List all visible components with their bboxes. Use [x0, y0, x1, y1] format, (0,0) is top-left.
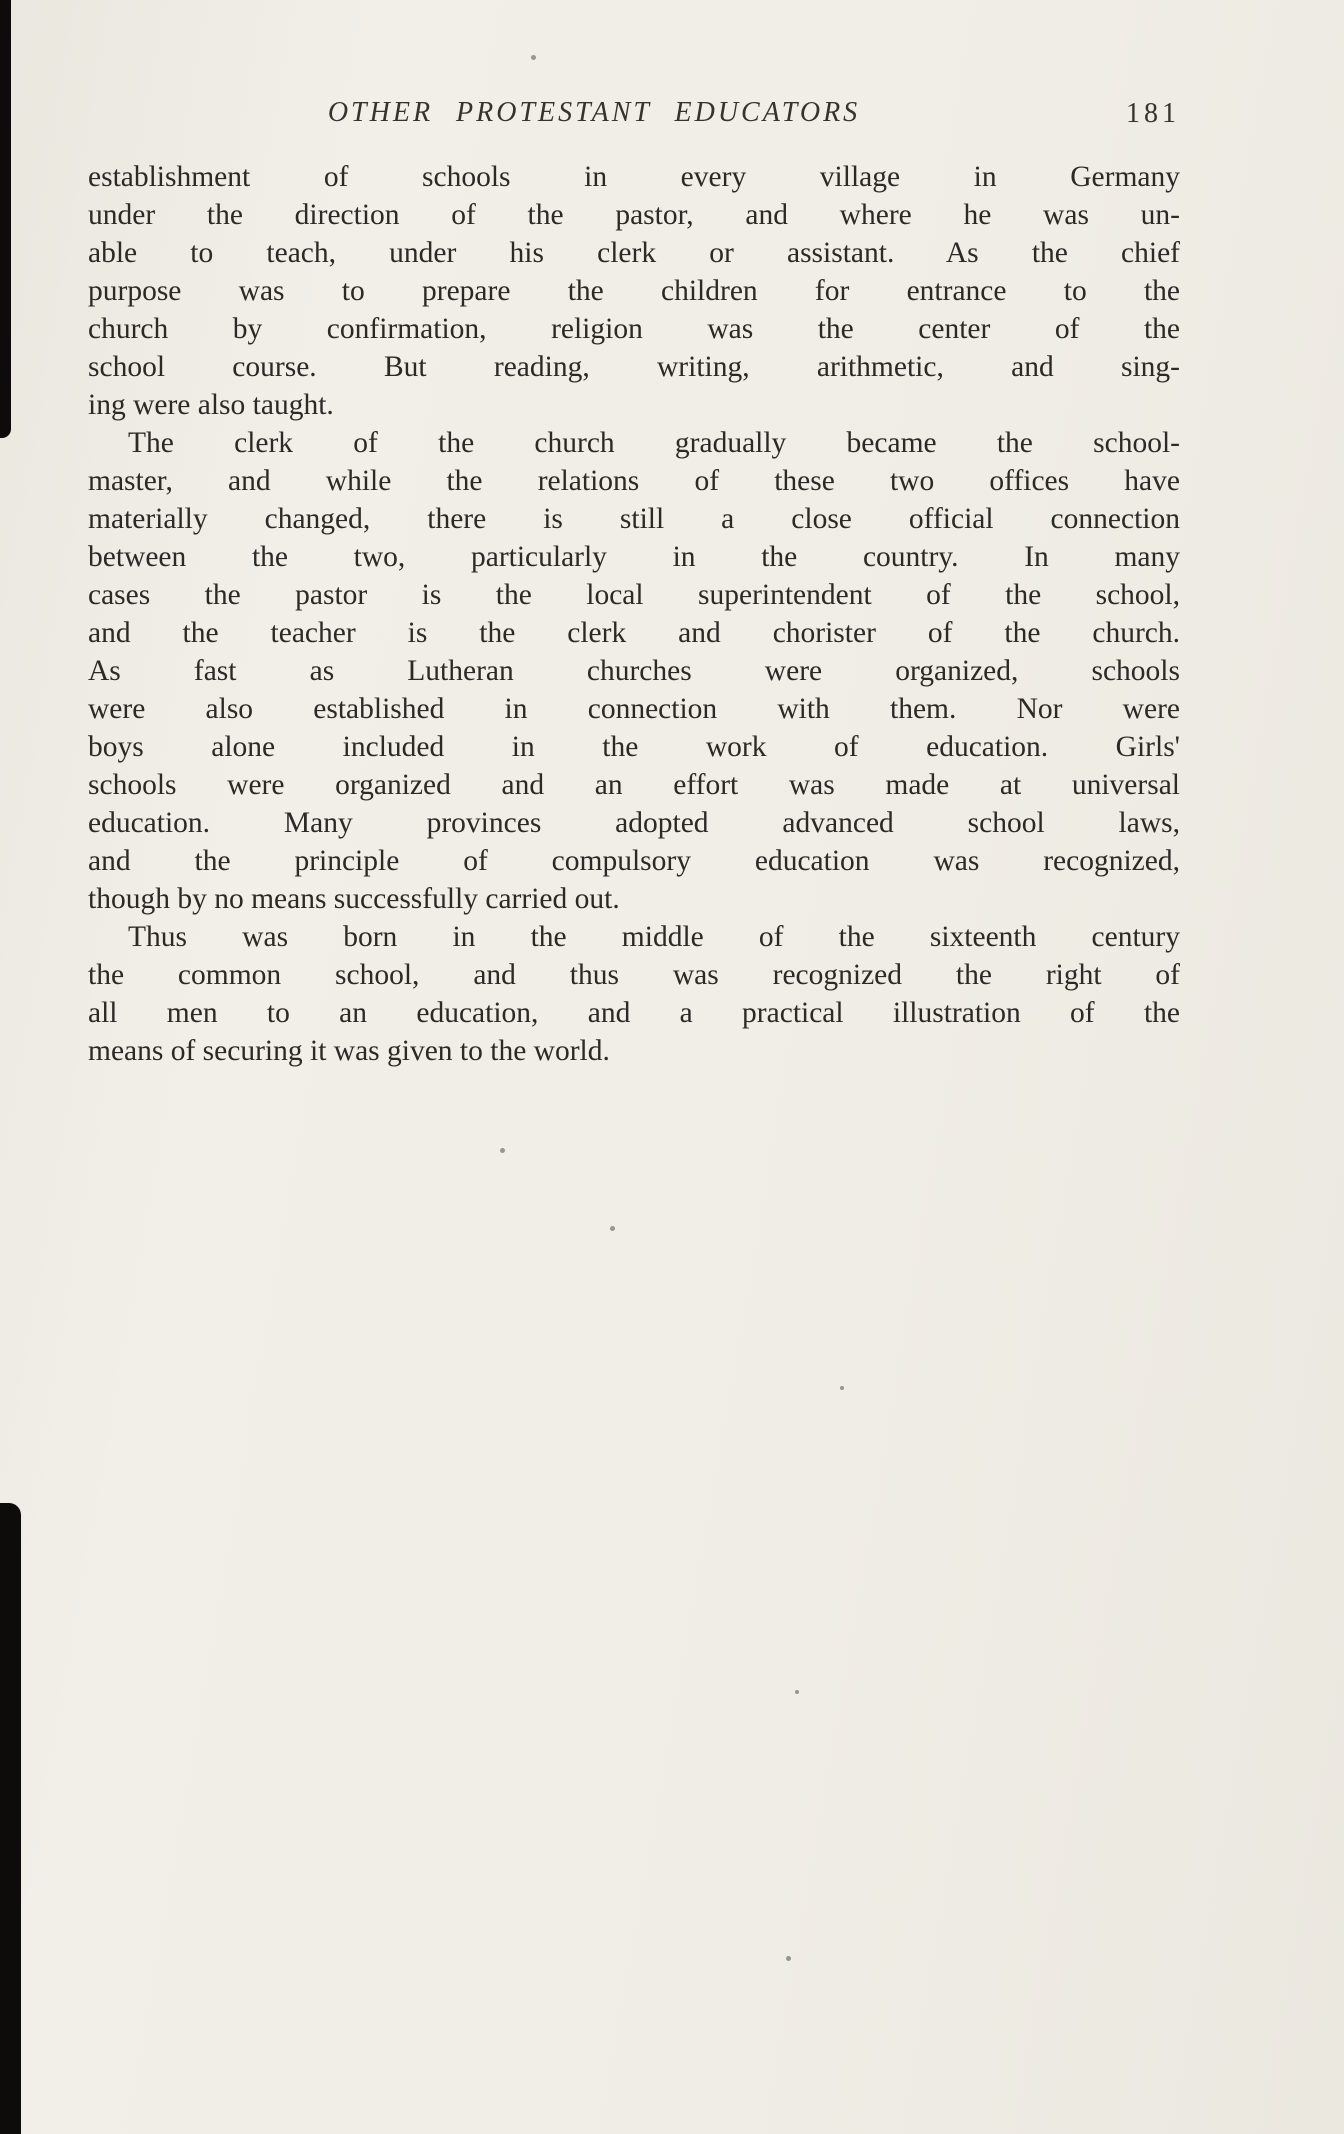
text-line: school course. But reading, writing, arithmetic, and sing-	[88, 351, 1180, 383]
paragraph	[88, 158, 1180, 424]
page-number: 181	[1126, 98, 1180, 129]
text-line: Thus was born in the middle of the sixteenth century	[128, 921, 1180, 953]
text-line: the common school, and thus was recognized the right of	[88, 959, 1180, 991]
text-line: The clerk of the church gradually became the school-	[128, 427, 1180, 459]
text-line: cases the pastor is the local superintendent of the school,	[88, 579, 1180, 611]
text-line: education. Many provinces adopted advanced school laws,	[88, 807, 1180, 839]
text-line: under the direction of the pastor, and where he was un-	[88, 199, 1180, 231]
text-line: able to teach, under his clerk or assistant. As the chief	[88, 237, 1180, 269]
text-line: As fast as Lutheran churches were organized, schools	[88, 655, 1180, 687]
page-body	[88, 158, 1180, 1070]
text-line: church by confirmation, religion was the center of the	[88, 313, 1180, 345]
text-line: and the teacher is the clerk and chorister of the church.	[88, 617, 1180, 649]
text-line: purpose was to prepare the children for entrance to the	[88, 275, 1180, 307]
scan-speck	[531, 55, 536, 60]
text-line: though by no means successfully carried out.	[88, 883, 620, 915]
scan-speck	[840, 1386, 844, 1390]
text-line: establishment of schools in every village in Germany	[88, 161, 1180, 193]
scan-speck	[610, 1226, 615, 1231]
paragraph	[88, 424, 1180, 918]
paragraph	[88, 918, 1180, 1070]
text-line: boys alone included in the work of education. Girls'	[88, 731, 1180, 763]
running-header-title: OTHER PROTESTANT EDUCATORS	[327, 97, 861, 128]
text-line: means of securing it was given to the world.	[88, 1035, 610, 1067]
scan-speck	[786, 1956, 791, 1961]
text-line: master, and while the relations of these two offices have	[88, 465, 1180, 497]
text-line: materially changed, there is still a close official connection	[88, 503, 1180, 535]
text-line: and the principle of compulsory education was recognized,	[88, 845, 1180, 877]
text-line: ing were also taught.	[88, 389, 334, 421]
text-line: schools were organized and an effort was made at universal	[88, 769, 1180, 801]
scan-artifact-top-left	[0, 0, 11, 438]
text-line: were also established in connection with them. Nor were	[88, 693, 1180, 725]
text-line: between the two, particularly in the country. In many	[88, 541, 1180, 573]
text-line: all men to an education, and a practical illustration of the	[88, 997, 1180, 1029]
scan-speck	[795, 1690, 799, 1694]
scan-speck	[500, 1148, 505, 1153]
scan-artifact-bottom-left	[0, 1503, 21, 2134]
running-header	[88, 97, 1180, 137]
